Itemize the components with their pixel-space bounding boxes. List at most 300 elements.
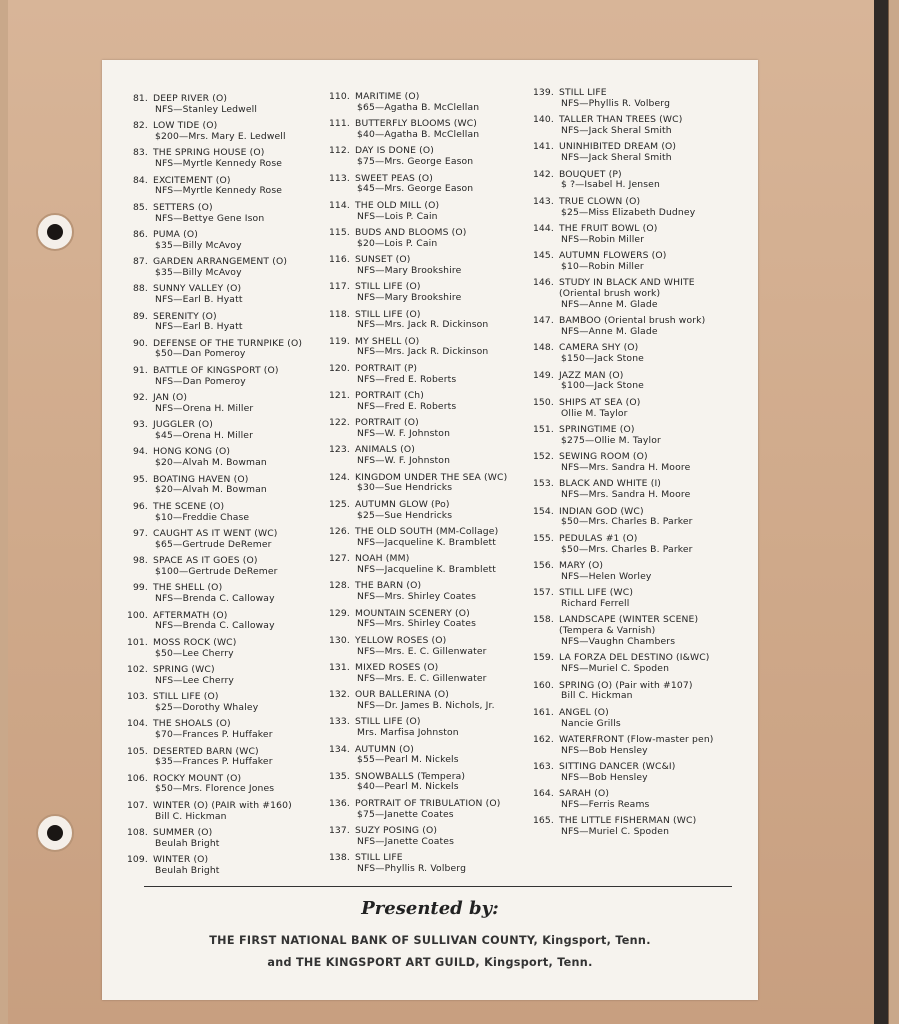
entry-body	[559, 588, 633, 610]
entry-body	[559, 142, 676, 164]
entry-body	[559, 479, 690, 501]
entry-price-artist: NFS—Dan Pomeroy	[155, 375, 246, 387]
entry-price-artist: $ ?—Isabel H. Jensen	[561, 179, 660, 191]
entry-title: STILL LIFE	[355, 852, 403, 864]
catalog-entry	[528, 398, 714, 420]
entry-price-artist: $50—Mrs. Charles B. Parker	[561, 543, 693, 555]
entry-price-artist: $100—Gertrude DeRemer	[155, 565, 278, 577]
entry-price-artist: NFS—Mary Brookshire	[357, 292, 462, 304]
entry-number: 109.	[126, 854, 148, 866]
entry-body	[559, 534, 693, 556]
entry-title: THE SHOALS (O)	[153, 718, 231, 730]
entry-price-artist: NFS—Fred E. Roberts	[357, 373, 457, 385]
entry-number: 154.	[532, 505, 554, 517]
entry-title: WINTER (O) (PAIR with #160)	[153, 799, 292, 811]
entry-title: INDIAN GOD (WC)	[559, 505, 644, 517]
entry-number: 88.	[132, 283, 148, 295]
catalog-entry	[324, 663, 507, 685]
entry-title: WATERFRONT (Flow-master pen)	[559, 733, 714, 745]
entry-price-artist: NFS—Phyllis R. Volberg	[357, 863, 467, 875]
entry-number: 121.	[328, 390, 350, 402]
entry-title: TALLER THAN TREES (WC)	[559, 114, 683, 126]
catalog-entry	[528, 561, 714, 583]
entry-body	[153, 94, 257, 116]
catalog-entry	[324, 826, 507, 848]
entry-body	[153, 529, 278, 551]
entry-number: 101.	[126, 636, 148, 648]
catalog-entry	[528, 142, 714, 164]
entry-price-artist: Bill C. Hickman	[561, 690, 633, 702]
entry-title: STILL LIFE (O)	[153, 691, 219, 703]
entry-title: AUTUMN GLOW (Po)	[355, 498, 450, 510]
catalog-entry	[122, 556, 302, 578]
entry-body	[355, 745, 459, 767]
entry-price-artist: NFS—Fred E. Roberts	[357, 400, 457, 412]
entry-number: 147.	[532, 315, 554, 327]
entry-body	[153, 774, 274, 796]
entry-body	[559, 197, 695, 219]
entry-price-artist: $40—Agatha B. McClellan	[357, 128, 480, 140]
entry-title: LA FORZA DEL DESTINO (I&WC)	[559, 652, 710, 664]
entry-number: 142.	[532, 168, 554, 180]
catalog-entry	[122, 801, 302, 823]
catalog-entry	[528, 735, 714, 757]
entry-title: THE LITTLE FISHERMAN (WC)	[559, 815, 697, 827]
entry-price-artist: NFS—Mrs. E. C. Gillenwater	[357, 672, 487, 684]
entry-title: JAZZ MAN (O)	[559, 369, 624, 381]
entry-title: KINGDOM UNDER THE SEA (WC)	[355, 471, 508, 483]
catalog-entry	[324, 772, 507, 794]
entry-number: 153.	[532, 478, 554, 490]
catalog-entry	[122, 420, 302, 442]
catalog-entry	[122, 529, 302, 551]
entry-title: UNINHIBITED DREAM (O)	[559, 141, 677, 153]
entry-price-artist: $10—Freddie Chase	[155, 511, 250, 523]
entry-body	[355, 228, 467, 250]
catalog-entry	[122, 393, 302, 415]
entry-price-artist: $100—Jack Stone	[561, 380, 644, 392]
entry-price-artist: NFS—Jacqueline K. Bramblett	[357, 563, 497, 575]
entry-price-artist: Mrs. Marfisa Johnston	[357, 727, 459, 739]
catalog-entry	[122, 257, 302, 279]
entry-number: 150.	[532, 396, 554, 408]
entry-price-artist: NFS—Jack Sheral Smith	[561, 124, 672, 136]
entry-price-artist: $70—Frances P. Huffaker	[155, 729, 273, 741]
entry-body	[355, 201, 439, 223]
catalog-entry	[122, 638, 302, 660]
entry-number: 133.	[328, 716, 350, 728]
entry-price-artist: Beulah Bright	[155, 865, 220, 877]
catalog-entry	[324, 310, 507, 332]
entry-body	[559, 653, 710, 675]
entry-body	[559, 398, 641, 420]
entry-title: THE SCENE (O)	[153, 500, 225, 512]
entry-title: CAMERA SHY (O)	[559, 342, 639, 354]
entry-title: SWEET PEAS (O)	[355, 172, 433, 184]
catalog-entry	[122, 230, 302, 252]
entry-body	[153, 665, 234, 687]
entry-number: 95.	[132, 473, 148, 485]
entry-title: (Oriental brush work)	[559, 288, 661, 300]
entry-price-artist: $35—Billy McAvoy	[155, 239, 242, 251]
catalog-entry	[528, 762, 714, 784]
entry-body	[559, 735, 714, 757]
entry-price-artist: NFS—Myrtle Kennedy Rose	[155, 158, 283, 170]
entry-number: 111.	[328, 118, 350, 130]
entry-title: (Tempera & Varnish)	[559, 625, 656, 637]
catalog-entry	[324, 92, 507, 114]
entry-title: NOAH (MM)	[355, 553, 410, 565]
entry-body	[153, 719, 273, 741]
entry-price-artist: $45—Mrs. George Eason	[357, 183, 474, 195]
entry-title: DESERTED BARN (WC)	[153, 745, 259, 757]
catalog-entry	[122, 583, 302, 605]
entry-price-artist: NFS—Mrs. Jack R. Dickinson	[357, 346, 489, 358]
entry-number: 116.	[328, 254, 350, 266]
entry-title: DAY IS DONE (O)	[355, 145, 435, 157]
entry-body	[559, 425, 661, 447]
entry-title: PORTRAIT OF TRIBULATION (O)	[355, 797, 501, 809]
entry-price-artist: $75—Janette Coates	[357, 808, 454, 820]
entry-price-artist: $55—Pearl M. Nickels	[357, 754, 459, 766]
catalog-sheet	[102, 60, 758, 1000]
catalog-entry	[122, 121, 302, 143]
entry-number: 129.	[328, 607, 350, 619]
entry-title: MOSS ROCK (WC)	[153, 636, 237, 648]
entry-price-artist: NFS—Jacqueline K. Bramblett	[357, 536, 497, 548]
catalog-entry	[528, 708, 714, 730]
catalog-entry	[528, 170, 714, 192]
entry-title: DEEP RIVER (O)	[153, 93, 228, 104]
catalog-entry	[324, 418, 507, 440]
entry-number: 158.	[532, 614, 554, 626]
catalog-entry	[324, 391, 507, 413]
entry-price-artist: NFS—W. F. Johnston	[357, 428, 451, 440]
entry-price-artist: $275—Ollie M. Taylor	[561, 434, 661, 446]
entry-title: SPRING (WC)	[153, 663, 215, 675]
entry-number: 113.	[328, 172, 350, 184]
catalog-entry	[324, 228, 507, 250]
entry-title: YELLOW ROSES (O)	[355, 634, 447, 646]
entry-body	[559, 115, 682, 137]
entry-body	[153, 148, 282, 170]
entry-title: THE SPRING HOUSE (O)	[153, 147, 265, 159]
entry-title: SETTERS (O)	[153, 201, 213, 213]
catalog-entry	[324, 581, 507, 603]
catalog-entry	[324, 690, 507, 712]
entry-body	[153, 583, 275, 605]
entry-number: 138.	[328, 852, 350, 864]
entry-title: SUNSET (O)	[355, 254, 411, 266]
entry-price-artist: NFS—Bettye Gene Ison	[155, 212, 265, 224]
entry-title: LANDSCAPE (WINTER SCENE)	[559, 614, 699, 626]
entry-title: PORTRAIT (P)	[355, 362, 418, 374]
entry-number: 127.	[328, 553, 350, 565]
entry-price-artist: NFS—Phyllis R. Volberg	[561, 97, 671, 109]
presented-by-heading: Presented by:	[361, 898, 499, 919]
catalog-entry	[324, 282, 507, 304]
entry-body	[355, 146, 473, 168]
entry-price-artist: $20—Alvah M. Bowman	[155, 484, 267, 496]
entry-number: 165.	[532, 815, 554, 827]
entry-title: BOUQUET (P)	[559, 168, 622, 180]
entry-price-artist: $45—Orena H. Miller	[155, 430, 254, 442]
entry-title: GARDEN ARRANGEMENT (O)	[153, 256, 288, 268]
entry-title: JUGGLER (O)	[153, 419, 213, 431]
entry-body	[153, 828, 220, 850]
entry-price-artist: $35—Billy McAvoy	[155, 266, 242, 278]
entry-title: SPACE AS IT GOES (O)	[153, 555, 258, 567]
entry-price-artist: Richard Ferrell	[561, 597, 630, 609]
entry-number: 98.	[132, 555, 148, 567]
entry-title: SEWING ROOM (O)	[559, 451, 648, 463]
entry-body	[153, 801, 292, 823]
entry-number: 106.	[126, 772, 148, 784]
catalog-entry	[122, 94, 302, 116]
catalog-entry	[122, 148, 302, 170]
entry-number: 94.	[132, 446, 148, 458]
entry-price-artist: NFS—Bob Hensley	[561, 744, 648, 756]
catalog-entry	[528, 197, 714, 219]
catalog-entry	[122, 447, 302, 469]
entry-number: 87.	[132, 256, 148, 268]
entry-body	[153, 502, 249, 524]
entry-number: 132.	[328, 689, 350, 701]
entry-title: SUZY POSING (O)	[355, 825, 438, 837]
entry-number: 122.	[328, 417, 350, 429]
entry-body	[153, 475, 267, 497]
entry-body	[355, 690, 495, 712]
entry-number: 117.	[328, 281, 350, 293]
entry-title: MARITIME (O)	[355, 91, 420, 102]
entry-number: 161.	[532, 706, 554, 718]
entry-title: PUMA (O)	[153, 228, 198, 240]
entry-body	[559, 789, 650, 811]
entry-number: 126.	[328, 526, 350, 537]
catalog-entry	[528, 653, 714, 675]
entry-body	[355, 174, 473, 196]
catalog-entry	[324, 255, 507, 277]
entry-price-artist: NFS—Brenda C. Calloway	[155, 620, 275, 632]
entry-number: 134.	[328, 743, 350, 755]
entry-title: SERENITY (O)	[153, 310, 217, 322]
entry-body	[559, 816, 696, 838]
entry-number: 90.	[132, 337, 148, 349]
entry-title: STILL LIFE (O)	[355, 308, 421, 320]
entry-price-artist: NFS—Orena H. Miller	[155, 402, 254, 414]
entry-body	[355, 445, 450, 467]
entry-title: ROCKY MOUNT (O)	[153, 772, 242, 784]
entry-title: SNOWBALLS (Tempera)	[355, 770, 466, 782]
entry-title: DEFENSE OF THE TURNPIKE (O)	[153, 337, 303, 349]
entry-body	[153, 284, 243, 306]
entry-body	[559, 371, 644, 393]
entry-title: LOW TIDE (O)	[153, 120, 218, 132]
catalog-entry	[122, 366, 302, 388]
entry-title: STILL LIFE (O)	[355, 716, 421, 728]
catalog-entry	[122, 176, 302, 198]
catalog-entry	[528, 371, 714, 393]
entry-number: 140.	[532, 114, 554, 126]
entry-body	[355, 609, 476, 631]
entry-body	[153, 257, 287, 279]
entry-price-artist: Ollie M. Taylor	[561, 407, 628, 419]
catalog-entry	[324, 364, 507, 386]
catalog-entry	[324, 473, 507, 495]
catalog-entry	[528, 278, 714, 310]
entry-title: TRUE CLOWN (O)	[559, 195, 641, 207]
entry-number: 84.	[132, 174, 148, 186]
entry-price-artist: NFS—Mrs. Sandra H. Moore	[561, 489, 691, 501]
catalog-column-3	[528, 88, 714, 844]
entry-body	[559, 170, 660, 192]
catalog-entry	[122, 475, 302, 497]
footer-divider	[144, 886, 732, 887]
entry-title: SUNNY VALLEY (O)	[153, 283, 242, 295]
entry-number: 163.	[532, 761, 554, 773]
entry-title: HONG KONG (O)	[153, 446, 231, 458]
entry-number: 123.	[328, 444, 350, 456]
entry-number: 151.	[532, 424, 554, 436]
entry-title: THE SHELL (O)	[153, 582, 223, 594]
catalog-entry	[324, 174, 507, 196]
catalog-entry	[122, 312, 302, 334]
entry-body	[559, 278, 695, 310]
entry-number: 146.	[532, 277, 554, 289]
entry-number: 136.	[328, 797, 350, 809]
entry-number: 139.	[532, 87, 554, 98]
entry-number: 105.	[126, 745, 148, 757]
entry-price-artist: NFS—Earl B. Hyatt	[155, 321, 243, 333]
entry-body	[559, 88, 670, 110]
entry-title: STILL LIFE (O)	[355, 281, 421, 293]
catalog-entry	[324, 119, 507, 141]
entry-body	[153, 312, 243, 334]
catalog-entry	[324, 201, 507, 223]
binder-hole-bottom	[36, 814, 74, 852]
entry-price-artist: $50—Dan Pomeroy	[155, 348, 246, 360]
entry-body	[355, 717, 459, 739]
entry-body	[559, 708, 621, 730]
entry-title: SARAH (O)	[559, 788, 610, 800]
entry-body	[153, 230, 242, 252]
entry-number: 108.	[126, 827, 148, 839]
catalog-entry	[324, 799, 507, 821]
entry-price-artist: NFS—Anne M. Glade	[561, 326, 658, 338]
entry-body	[559, 343, 644, 365]
entry-number: 120.	[328, 362, 350, 374]
entry-price-artist: $50—Mrs. Charles B. Parker	[561, 516, 693, 528]
entry-price-artist: NFS—Bob Hensley	[561, 771, 648, 783]
catalog-entry	[528, 681, 714, 703]
entry-number: 102.	[126, 663, 148, 675]
entry-price-artist: $200—Mrs. Mary E. Ledwell	[155, 130, 286, 142]
entry-body	[153, 339, 302, 361]
entry-title: SITTING DANCER (WC&I)	[559, 761, 676, 773]
entry-body	[153, 420, 253, 442]
entry-number: 159.	[532, 652, 554, 664]
entry-body	[355, 92, 479, 114]
entry-price-artist: NFS—Mrs. Jack R. Dickinson	[357, 319, 489, 331]
entry-body	[153, 447, 267, 469]
entry-body	[355, 391, 456, 413]
entry-body	[355, 527, 498, 549]
entry-title: MARY (O)	[559, 559, 604, 571]
entry-body	[559, 681, 693, 703]
entry-number: 125.	[328, 498, 350, 510]
entry-body	[355, 554, 496, 576]
entry-body	[355, 418, 450, 440]
catalog-entry	[324, 853, 507, 875]
catalog-entry	[324, 745, 507, 767]
entry-price-artist: NFS—Lois P. Cain	[357, 210, 438, 222]
catalog-entry	[528, 816, 714, 838]
entry-body	[355, 282, 461, 304]
entry-number: 82.	[132, 120, 148, 132]
entry-title: THE FRUIT BOWL (O)	[559, 222, 658, 234]
entry-title: STUDY IN BLACK AND WHITE	[559, 277, 695, 289]
catalog-entry	[528, 343, 714, 365]
entry-body	[153, 393, 253, 415]
entry-price-artist: NFS—Muriel C. Spoden	[561, 826, 670, 838]
catalog-entry	[528, 534, 714, 556]
entry-title: THE OLD MILL (O)	[355, 199, 440, 211]
entry-title: AUTUMN (O)	[355, 743, 414, 755]
entry-number: 152.	[532, 451, 554, 463]
entry-price-artist: $75—Mrs. George Eason	[357, 156, 474, 168]
binder-edge	[874, 0, 888, 1024]
entry-number: 141.	[532, 141, 554, 153]
entry-body	[153, 638, 237, 660]
entry-title: SUMMER (O)	[153, 827, 213, 839]
entry-title: BLACK AND WHITE (I)	[559, 478, 662, 490]
entry-body	[153, 176, 282, 198]
entry-price-artist: $50—Lee Cherry	[155, 647, 234, 659]
entry-number: 124.	[328, 471, 350, 483]
entry-price-artist: $65—Gertrude DeRemer	[155, 538, 272, 550]
entry-title: MOUNTAIN SCENERY (O)	[355, 607, 470, 619]
entry-body	[153, 121, 286, 143]
catalog-entry	[528, 88, 714, 110]
catalog-entry	[528, 479, 714, 501]
entry-title: BUTTERFLY BLOOMS (WC)	[355, 118, 478, 130]
entry-price-artist: $35—Frances P. Huffaker	[155, 756, 273, 768]
catalog-entry	[324, 527, 507, 549]
entry-title: EXCITEMENT (O)	[153, 174, 231, 186]
entry-number: 135.	[328, 770, 350, 782]
entry-number: 149.	[532, 369, 554, 381]
catalog-entry	[528, 115, 714, 137]
entry-price-artist: NFS—Brenda C. Calloway	[155, 593, 275, 605]
entry-title: SHIPS AT SEA (O)	[559, 396, 641, 408]
entry-price-artist: $20—Lois P. Cain	[357, 237, 438, 249]
entry-body	[559, 561, 652, 583]
catalog-entry	[528, 251, 714, 273]
catalog-entry	[122, 611, 302, 633]
entry-number: 145.	[532, 250, 554, 262]
entry-number: 162.	[532, 733, 554, 745]
entry-title: ANGEL (O)	[559, 706, 609, 718]
entry-title: MY SHELL (O)	[355, 335, 420, 347]
entry-price-artist: NFS—Lee Cherry	[155, 674, 235, 686]
entry-number: 89.	[132, 310, 148, 322]
entry-price-artist: NFS—Dr. James B. Nichols, Jr.	[357, 699, 495, 711]
entry-body	[559, 615, 698, 647]
catalog-entry	[324, 717, 507, 739]
entry-price-artist: NFS—Mrs. Shirley Coates	[357, 591, 477, 603]
catalog-entry	[528, 588, 714, 610]
catalog-entry	[122, 339, 302, 361]
